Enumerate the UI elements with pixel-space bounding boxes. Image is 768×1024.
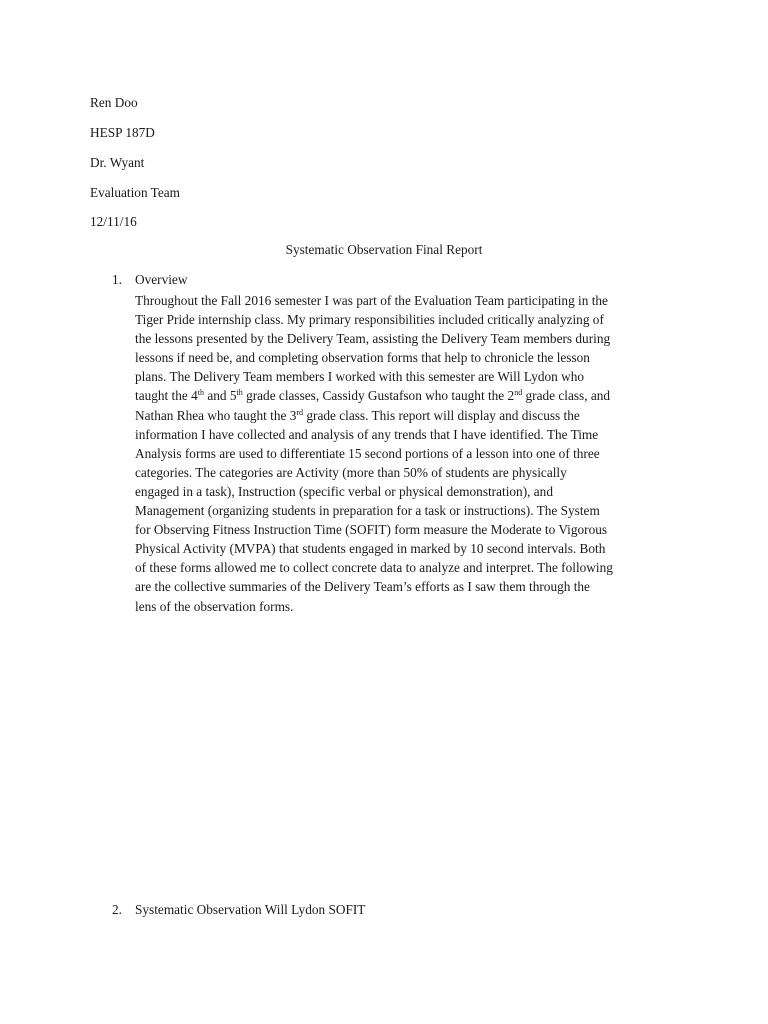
body-line: of these forms allowed me to collect concrete data to analyze and interpret. The following: [135, 560, 613, 576]
course-code: HESP 187D: [90, 125, 155, 140]
body-text: grade class, and: [522, 388, 611, 404]
body-text: grade class. This report will display and discuss the: [303, 407, 580, 423]
ordinal-suffix: th: [197, 388, 205, 398]
body-text: grade classes, Cassidy Gustafson who taught the 2: [242, 388, 515, 404]
body-text: Nathan Rhea who taught the 3: [135, 407, 297, 423]
body-line: lessons if need be, and completing observation forms that help to chronicle the lesson: [135, 350, 590, 366]
body-line: Throughout the Fall 2016 semester I was part of the Evaluation Team participating in the: [135, 293, 608, 308]
team-name: Evaluation Team: [90, 185, 181, 200]
body-text: and 5: [204, 388, 237, 404]
body-line: Analysis forms are used to differentiate 15 second portions of a lesson into one of three: [135, 445, 600, 461]
body-line: for Observing Fitness Instruction Time (SOFIT) form measure the Moderate to Vigorous: [135, 522, 608, 538]
body-line: [135, 406, 695, 425]
section-heading: Overview: [135, 272, 188, 287]
section-number: 2.: [112, 902, 122, 917]
body-line: Physical Activity (MVPA) that students engaged in marked by 10 second intervals. Both: [135, 541, 606, 557]
section-heading: Systematic Observation Will Lydon SOFIT: [135, 902, 366, 917]
ordinal-suffix: th: [236, 388, 243, 398]
ordinal-suffix: nd: [514, 388, 523, 398]
body-line: information I have collected and analysis of any trends that I have identified. The Time: [135, 426, 599, 442]
body-line: [135, 386, 695, 405]
body-line: plans. The Delivery Team members I worked with this semester are Will Lydon who: [135, 369, 585, 385]
body-line: the lessons presented by the Delivery Team, assisting the Delivery Team members during: [135, 331, 611, 347]
ordinal-suffix: rd: [296, 407, 304, 417]
body-line: engaged in a task), Instruction (specific verbal or physical demonstration), and: [135, 483, 553, 499]
body-text: taught the 4: [135, 388, 198, 404]
instructor-name: Dr. Wyant: [90, 155, 145, 170]
body-line: are the collective summaries of the Delivery Team’s efforts as I saw them through the: [135, 579, 590, 595]
page-title: Systematic Observation Final Report: [285, 242, 483, 257]
section-number: 1.: [112, 272, 122, 287]
section-body: [135, 291, 695, 616]
body-line: Management (organizing students in preparation for a task or instructions). The System: [135, 503, 600, 519]
author-name: Ren Doo: [90, 95, 138, 110]
body-line: categories. The categories are Activity (more than 50% of students are physically: [135, 464, 567, 480]
report-date: 12/11/16: [90, 214, 137, 229]
body-line: Tiger Pride internship class. My primary responsibilities included critically analyzing of: [135, 312, 604, 328]
body-line: lens of the observation forms.: [135, 598, 294, 614]
